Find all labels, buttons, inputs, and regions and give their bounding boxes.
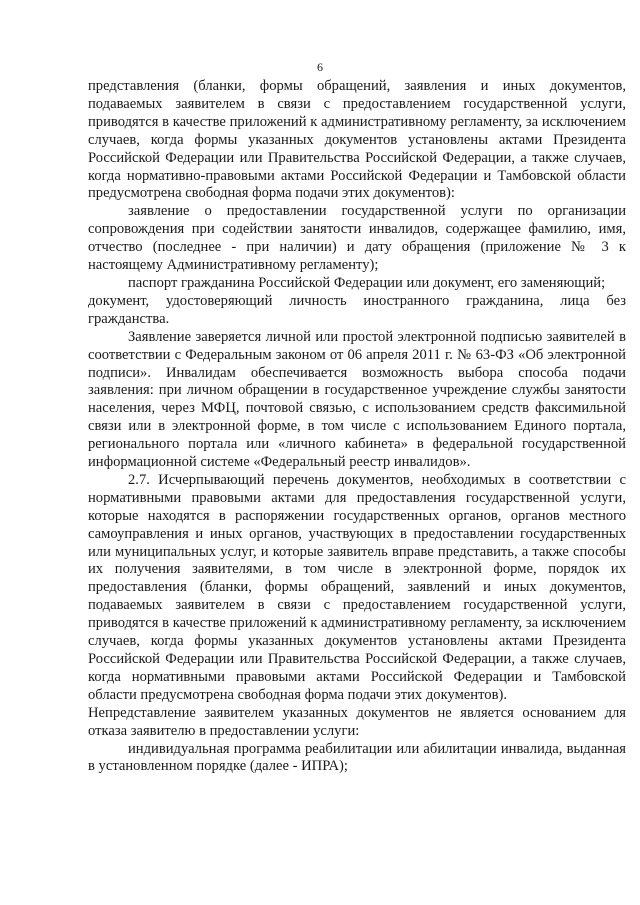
paragraph: паспорт гражданина Российской Федерации или документ, его заменяющий; [128, 274, 606, 291]
paragraph: Непредставление заявителем указанных документов не является основанием для отказа заявителю в предоставлении услуги: [88, 704, 626, 739]
page-number: 6 [317, 60, 323, 74]
paragraph: 2.7. Исчерпывающий перечень документов, необходимых в соответствии с нормативными правовыми актами для предоставления государственной услуги, которые находятся в распоряжении государственных органов, органов местного самоуправления и иных органов, участвующих в предоставлении государственных или муниципальных услуг, и которые заявитель вправе представить, а также способы их получения заявителями, в том числе в электронной форме, порядок их предоставления (бланки, формы обращений, заявлений и иных документов, подаваемых заявителем в связи с предоставлением государственной услуги, приводятся в качестве приложений к административному регламенту, за исключением случаев, когда формы указанных документов установлены актами Президента Российской Федерации или Правительства Российской Федерации, а также случаев, когда нормативными правовыми актами Российской Федерации и Тамбовской области предусмотрена свободная форма подачи этих документов). [88, 471, 626, 703]
document-body [88, 78, 626, 776]
paragraph: документ, удостоверяющий личность иностранного гражданина, лица без гражданства. [88, 292, 626, 327]
paragraph: индивидуальная программа реабилитации или абилитации инвалида, выданная в установленном порядке (далее - ИПРА); [88, 740, 626, 775]
paragraph: представления (бланки, формы обращений, заявления и иных документов, подаваемых заявителем в связи с предоставлением государственной услуги, приводятся в качестве приложений к административному регламенту, за исключением случаев, когда формы указанных документов установлены актами Президента Российской Федерации или Правительства Российской Федерации, а также случаев, когда нормативно-правовыми актами Российской Федерации и Тамбовской области предусмотрена свободная форма подачи этих документов): [88, 78, 626, 202]
paragraph: заявление о предоставлении государственной услуги по организации сопровождения при содействии занятости инвалидов, содержащее фамилию, имя, отчество (последнее - при наличии) и дату обращения (приложение № 3 к настоящему Административному регламенту); [88, 203, 626, 274]
paragraph: Заявление заверяется личной или простой электронной подписью заявителей в соответствии с Федеральным законом от 06 апреля 2011 г. № 63-ФЗ «Об электронной подписи». Инвалидам обеспечивается возможность выбора способа подачи заявления: при личном обращении в государственное учреждение службы занятости населения, через МФЦ, почтовой связью, с использованием средств факсимильной связи или в электронной форме, в том числе с использованием Единого портала, регионального портала или «личного кабинета» в федеральной государственной информационной системе «Федеральный реестр инвалидов». [88, 328, 626, 471]
